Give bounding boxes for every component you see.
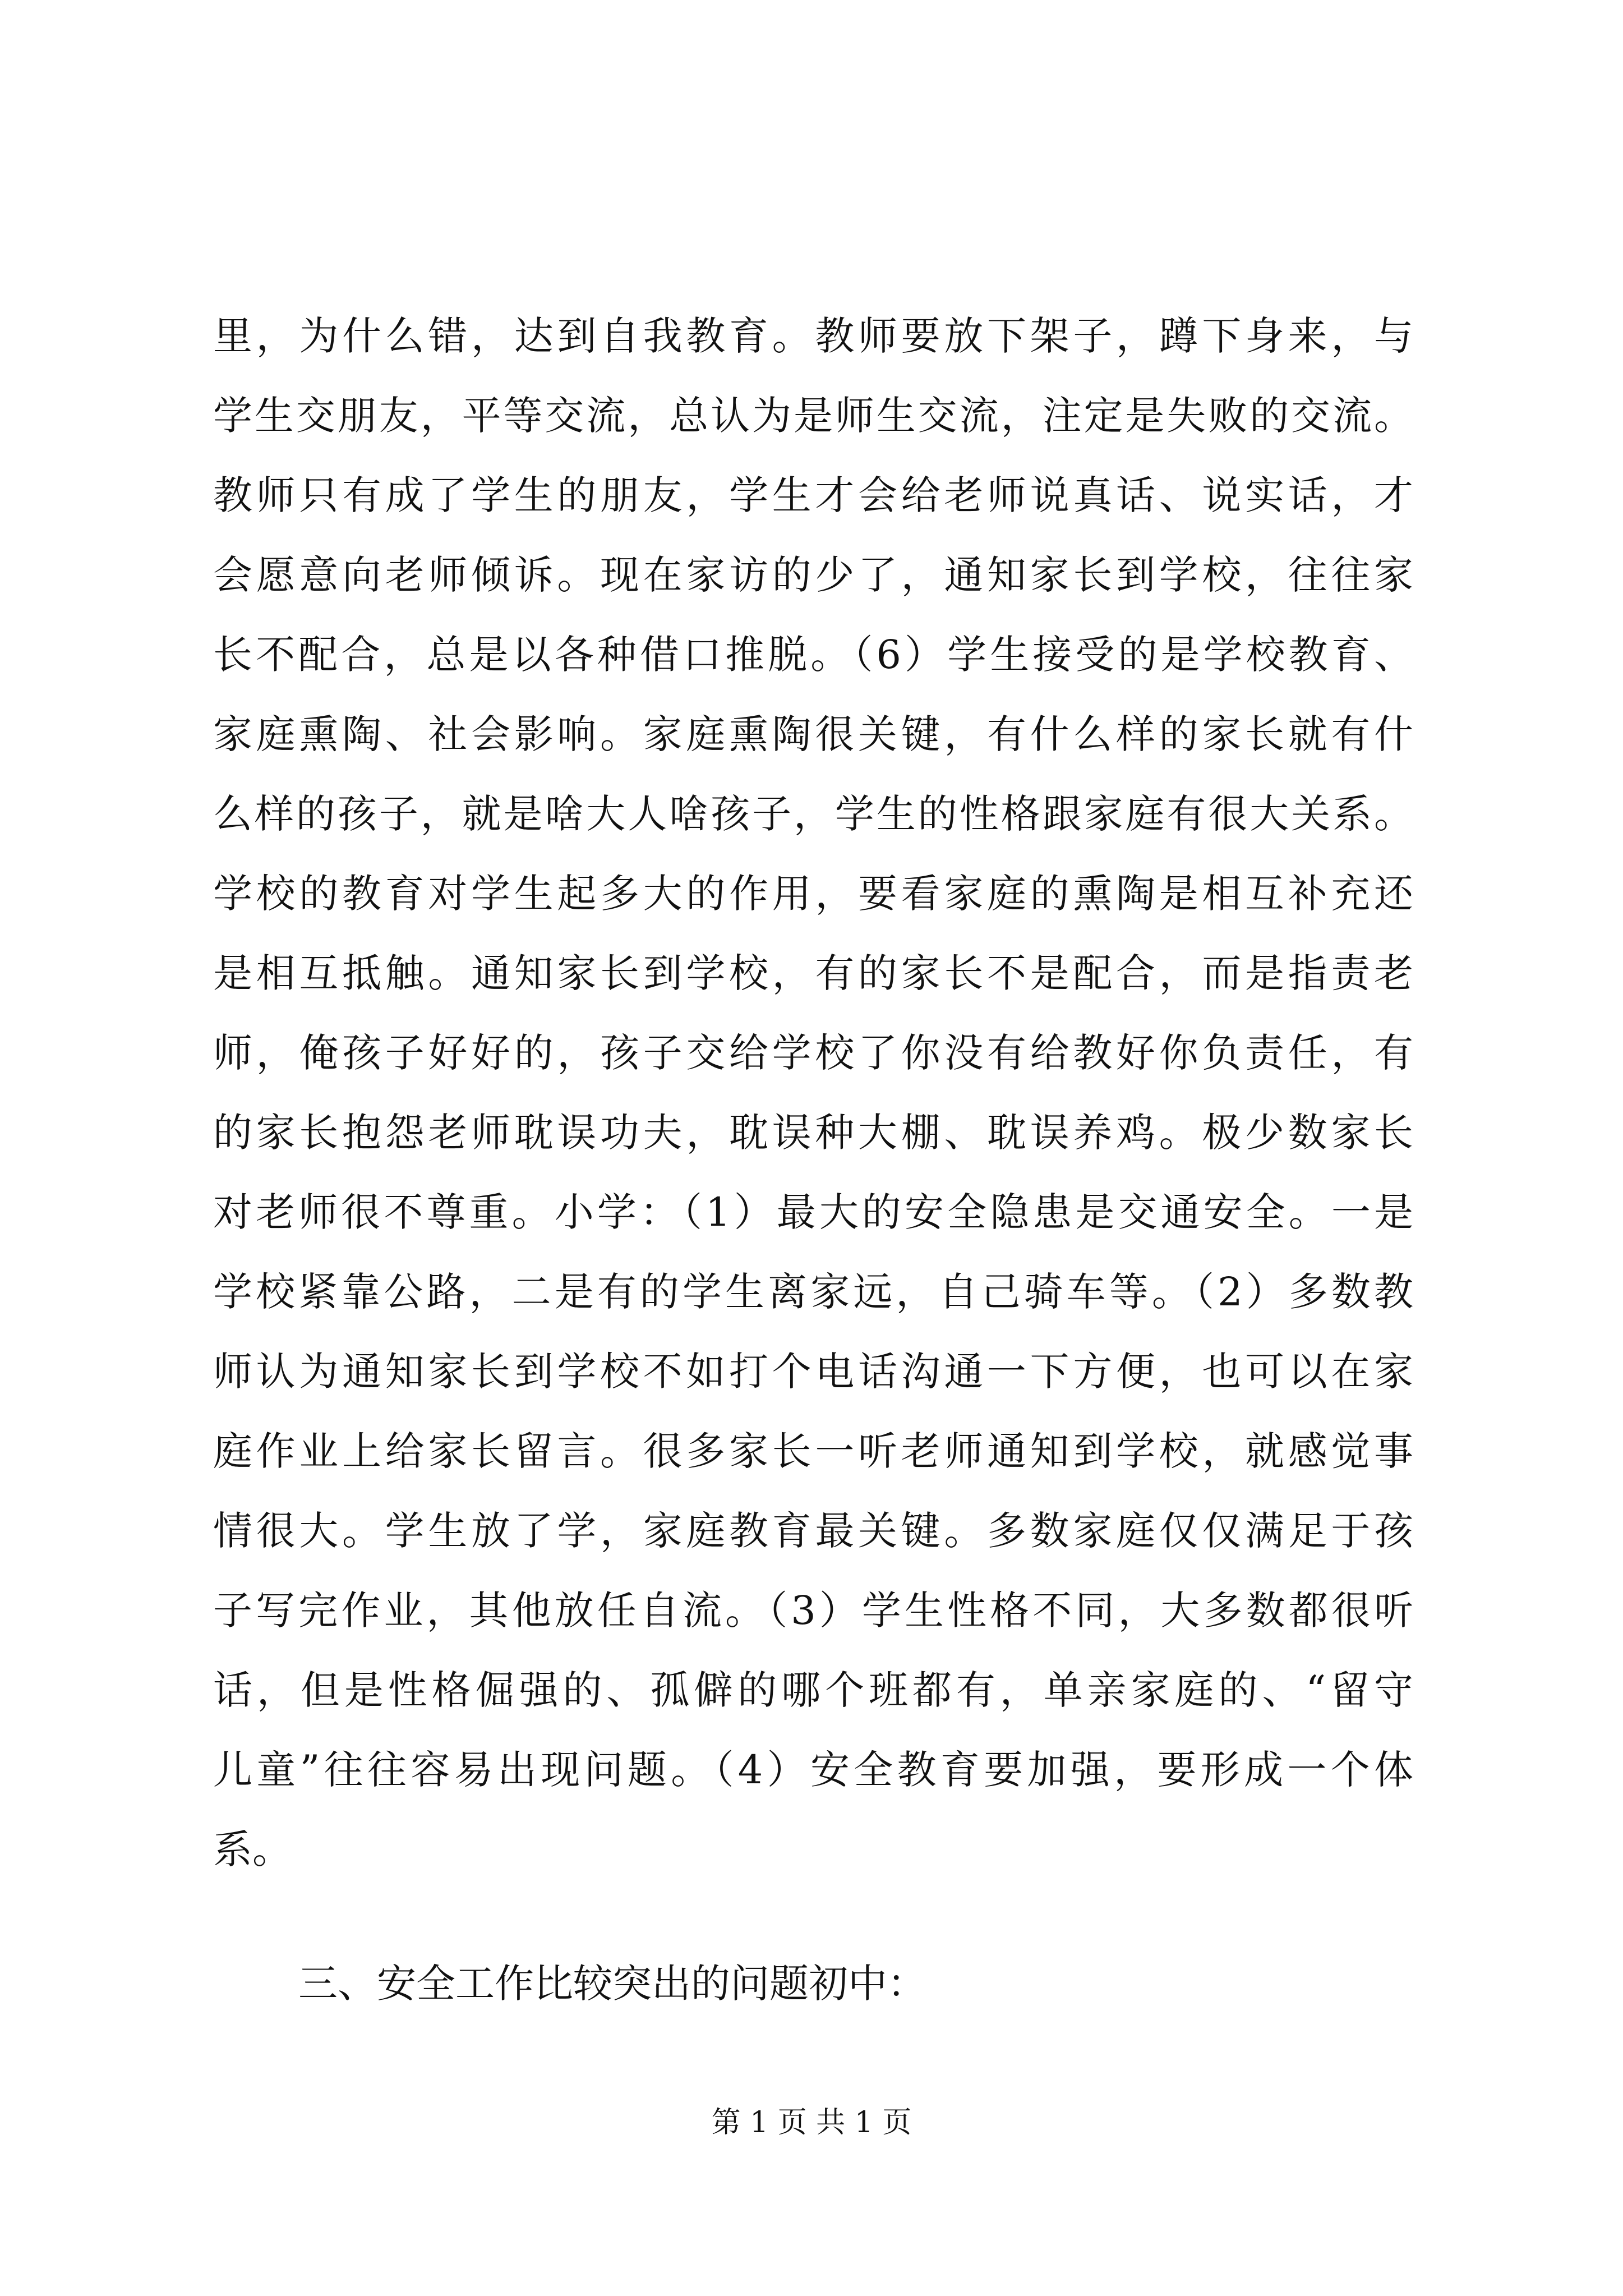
text-line: 话，但是性格倔强的、孤僻的哪个班都有，单亲家庭的、“留守 — [213, 1667, 1413, 1713]
text-line: 里，为什么错，达到自我教育。教师要放下架子，蹲下身来，与 — [213, 313, 1413, 359]
text-line: 儿童”往往容易出现问题。（4）安全教育要加强，要形成一个体 — [213, 1747, 1413, 1793]
text-line: 庭作业上给家长留言。很多家长一听老师通知到学校，就感觉事 — [213, 1428, 1413, 1474]
text-line: 家庭熏陶、社会影响。家庭熏陶很关键，有什么样的家长就有什 — [213, 711, 1413, 757]
text-line: 是相互抵触。通知家长到学校，有的家长不是配合，而是指责老 — [213, 950, 1413, 996]
text-line: 学校紧靠公路，二是有的学生离家远，自己骑车等。（2）多数教 — [213, 1269, 1413, 1315]
text-line: 的家长抱怨老师耽误功夫，耽误种大棚、耽误养鸡。极少数家长 — [213, 1110, 1413, 1156]
text-line: 学生交朋友，平等交流，总认为是师生交流，注定是失败的交流。 — [213, 393, 1413, 439]
text-line: 情很大。学生放了学，家庭教育最关键。多数家庭仅仅满足于孩 — [213, 1508, 1413, 1554]
text-line: 长不配合，总是以各种借口推脱。（6）学生接受的是学校教育、 — [213, 632, 1413, 678]
text-line: 系。 — [213, 1826, 292, 1872]
text-line: 师，俺孩子好好的，孩子交给学校了你没有给教好你负责任，有 — [213, 1030, 1413, 1076]
text-line: 么样的孩子，就是啥大人啥孩子，学生的性格跟家庭有很大关系。 — [213, 791, 1413, 837]
text-line: 对老师很不尊重。小学：（1）最大的安全隐患是交通安全。一是 — [213, 1189, 1413, 1235]
text-line: 会愿意向老师倾诉。现在家访的少了，通知家长到学校，往往家 — [213, 552, 1413, 598]
section-heading: 三、安全工作比较突出的问题初中： — [298, 1961, 926, 2007]
body-paragraph — [213, 296, 1413, 1889]
text-line: 学校的教育对学生起多大的作用，要看家庭的熏陶是相互补充还 — [213, 871, 1413, 917]
page-footer: 第 1 页 共 1 页 — [711, 2106, 912, 2139]
text-line: 子写完作业，其他放任自流。（3）学生性格不同，大多数都很听 — [213, 1588, 1413, 1634]
text-line: 教师只有成了学生的朋友，学生才会给老师说真话、说实话，才 — [213, 472, 1413, 518]
text-line: 师认为通知家长到学校不如打个电话沟通一下方便，也可以在家 — [213, 1349, 1413, 1395]
